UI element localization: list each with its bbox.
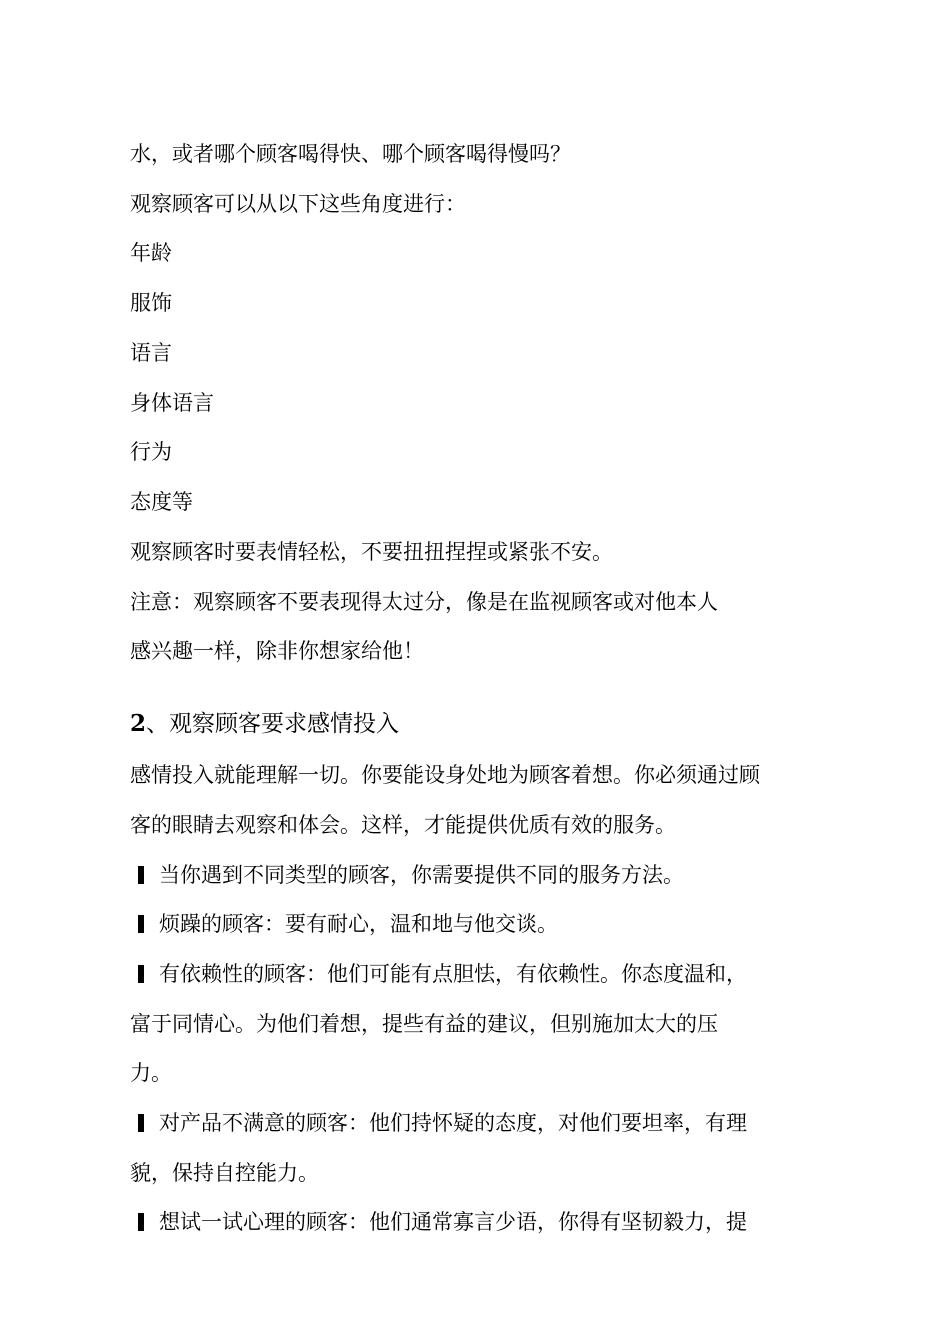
section-title: 、观察顾客要求感情投入 (146, 711, 400, 737)
bullet-text: 当你遇到不同类型的顾客，你需要提供不同的服务方法。 (159, 863, 684, 887)
text-line: 水，或者哪个顾客喝得快、哪个顾客喝得慢吗？ (130, 142, 571, 166)
section-heading (130, 709, 399, 739)
list-item-language: 语言 (130, 341, 172, 365)
bullet-icon (138, 915, 144, 933)
bullet-icon (138, 965, 144, 983)
bullet-text: 有依赖性的顾客：他们可能有点胆怯，有依赖性。你态度温和， (159, 962, 747, 986)
bullet-continuation: 力。 (130, 1061, 172, 1085)
bullet-text: 烦躁的顾客：要有耐心，温和地与他交谈。 (159, 912, 558, 936)
note-line: 感兴趣一样，除非你想家给他！ (130, 639, 424, 663)
text-line: 观察顾客可以从以下这些角度进行： (130, 192, 466, 216)
bullet-item (130, 910, 558, 938)
bullet-icon (138, 1213, 144, 1231)
bullet-icon (138, 866, 144, 884)
list-item-clothing: 服饰 (130, 291, 172, 315)
paragraph-line: 感情投入就能理解一切。你要能设身处地为顾客着想。你必须通过顾 (130, 763, 760, 787)
bullet-item (130, 861, 684, 889)
list-item-age: 年龄 (130, 241, 172, 265)
bullet-icon (138, 1114, 144, 1132)
bullet-continuation: 富于同情心。为他们着想，提些有益的建议，但别施加太大的压 (130, 1012, 718, 1036)
list-item-body-language: 身体语言 (130, 391, 214, 415)
paragraph-line: 客的眼睛去观察和体会。这样，才能提供优质有效的服务。 (130, 813, 676, 837)
bullet-item (130, 960, 747, 988)
note-line: 注意：观察顾客不要表现得太过分，像是在监视顾客或对他本人 (130, 590, 718, 614)
list-item-attitude: 态度等 (130, 490, 193, 514)
bullet-item (130, 1208, 747, 1236)
bullet-item (130, 1109, 747, 1137)
bullet-continuation: 貌，保持自控能力。 (130, 1161, 319, 1185)
text-line: 观察顾客时要表情轻松，不要扭扭捏捏或紧张不安。 (130, 540, 613, 564)
bullet-text: 对产品不满意的顾客：他们持怀疑的态度，对他们要坦率，有理 (159, 1111, 747, 1135)
list-item-behavior: 行为 (130, 440, 172, 464)
section-number: 2 (130, 710, 147, 737)
bullet-text: 想试一试心理的顾客：他们通常寡言少语，你得有坚韧毅力，提 (159, 1210, 747, 1234)
